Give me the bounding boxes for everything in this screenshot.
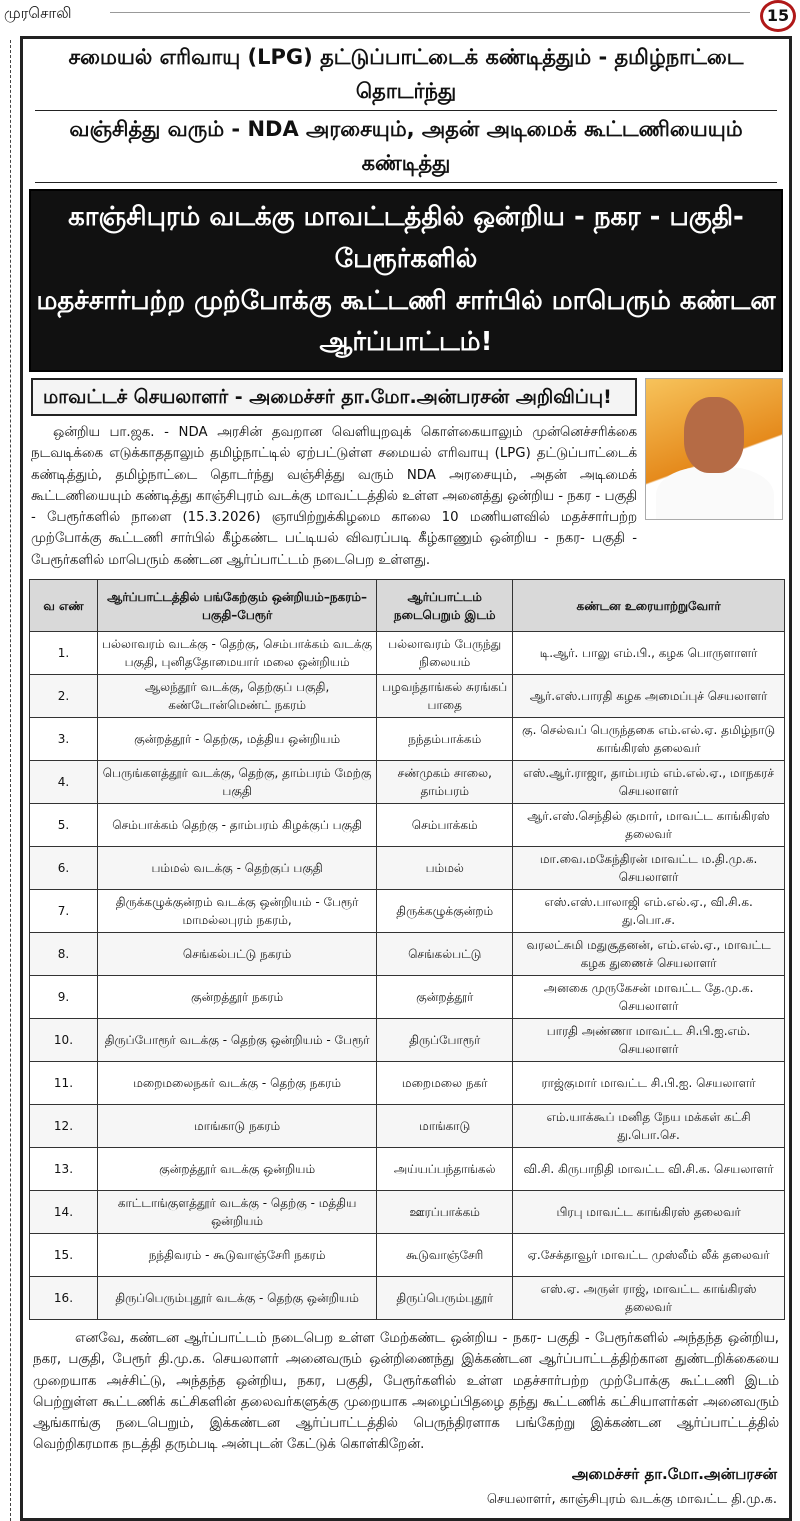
table-row <box>30 1019 785 1062</box>
participating-area: நந்திவரம் - கூடுவாஞ்சேரி நகரம் <box>97 1234 376 1277</box>
banner-line-1: காஞ்சிபுரம் வடக்கு மாவட்டத்தில் ஒன்றிய - நகர - பகுதி- பேரூர்களில் <box>68 202 744 274</box>
venue: திருக்கழுக்குன்றம் <box>377 890 513 933</box>
participating-area: திருப்பெரும்புதூர் வடக்கு - தெற்கு ஒன்றியம் <box>97 1277 376 1320</box>
venue: சண்முகம் சாலை, தாம்பரம் <box>377 761 513 804</box>
closing-paragraph: எனவே, கண்டன ஆர்ப்பாட்டம் நடைபெற உள்ள மேற்கண்ட ஒன்றிய - நகர- பகுதி - பேரூர்களில் அந்தந்த ஒன்றிய, நகர, பகுதி, பேரூர் தி.மு.க. செயலாளர் அனைவரும் ஒன்றிணைந்து இக்கண்டன ஆர்ப்பாட்டத்திற்கான துண்டறிக்கையை முறையாக அச்சிட்டு, அந்தந்த ஒன்றிய, நகர, பகுதி, பேரூர்களில் உள்ள மதச்சார்பற்ற முற்போக்கு கூட்டணி இடம் பெற்றுள்ள கூட்டணிக் கட்சிகளின் தலைவர்களுக்கு முறையாக அழைப்பிதழை தந்து கூட்டணிக் கட்சியாளர்கள் அனைவரும் ஆங்காங்கு நடைபெறும், இக்கண்டன ஆர்ப்பாட்டத்தில் பெருந்திரளாக பங்கேற்று இக்கண்டன ஆர்ப்பாட்டத்தில் வெற்றிகரமாக நடத்தி தரும்படி அன்புடன் கேட்டுக் கொள்கிறேன். <box>33 1331 779 1453</box>
speakers: ஆர்.எஸ்.பாரதி கழக அமைப்புச் செயலாளர் <box>513 675 785 718</box>
speakers: ராஜ்குமார் மாவட்ட சி.பி.ஐ. செயலாளர் <box>513 1062 785 1105</box>
cut-line <box>10 40 11 1521</box>
participating-area: திருப்போரூர் வடக்கு - தெற்கு ஒன்றியம் - பேரூர் <box>97 1019 376 1062</box>
banner-line-2: மதச்சார்பற்ற முற்போக்கு கூட்டணி சார்பில் மாபெரும் கண்டன ஆர்ப்பாட்டம்! <box>36 285 776 358</box>
row-number: 8. <box>30 933 98 976</box>
participating-area: பல்லாவரம் வடக்கு - தெற்கு, செம்பாக்கம் வடக்கு பகுதி, புனிததோமையார் மலை ஒன்றியம் <box>97 632 376 675</box>
subheading: மாவட்டச் செயலாளர் - அமைச்சர் தா.மோ.அன்பரசன் அறிவிப்பு! <box>31 378 637 416</box>
headline-line-1: சமையல் எரிவாயு (LPG) தட்டுப்பாட்டைக் கண்டித்தும் - தமிழ்நாட்டை தொடர்ந்து <box>35 39 777 111</box>
participating-area: ஆலந்தூர் வடக்கு, தெற்குப் பகுதி, கண்டோன்மெண்ட் நகரம் <box>97 675 376 718</box>
speakers: வரலட்சுமி மதுசூதனன், எம்.எல்.ஏ., மாவட்ட கழக துணைச் செயலாளர் <box>513 933 785 976</box>
table-row <box>30 1277 785 1320</box>
intro-text-column <box>31 378 637 571</box>
venue: குன்றத்தூர் <box>377 976 513 1019</box>
row-number: 16. <box>30 1277 98 1320</box>
column-header: வ எண் <box>30 580 98 632</box>
table-row <box>30 761 785 804</box>
participating-area: குன்றத்தூர் - தெற்கு, மத்திய ஒன்றியம் <box>97 718 376 761</box>
page-number: 15 <box>760 0 796 32</box>
notice-intro-section <box>31 378 783 571</box>
newspaper-name: முரசொலி <box>4 4 72 22</box>
table-row <box>30 675 785 718</box>
portrait-photo <box>645 378 783 520</box>
speakers: டி.ஆர். பாலு எம்.பி., கழக பொருளாளர் <box>513 632 785 675</box>
row-number: 15. <box>30 1234 98 1277</box>
speakers: எஸ்.ஏ. அருள் ராஜ், மாவட்ட காங்கிரஸ் தலைவர் <box>513 1277 785 1320</box>
venue: திருப்பெரும்புதூர் <box>377 1277 513 1320</box>
protest-schedule-table <box>29 579 785 1320</box>
intro-paragraph: ஒன்றிய பா.ஜக. - NDA அரசின் தவறான வெளியுறவுக் கொள்கையாலும் முன்னெச்சரிக்கை நடவடிக்கை எடுக்காததாலும் தமிழ்நாட்டில் ஏற்பட்டுள்ள சமையல் எரிவாயு (LPG) தட்டுப்பாட்டைக் கண்டித்தும், தமிழ்நாட்டை தொடர்ந்து வஞ்சித்து வரும் NDA அரசையும், அதன் அடிமைக் கூட்டணியையும் கண்டித்து காஞ்சிபுரம் வடக்கு மாவட்டத்தில் உள்ள அனைத்து ஒன்றிய - நகர - பகுதி - பேரூர்களில் நாளை (15.3.2026) ஞாயிற்றுக்கிழமை காலை 10 மணியளவில் மதச்சார்பற்ற முற்போக்கு கூட்டணி சார்பில் கீழ்கண்ட பட்டியல் விவரப்படி கீழ்காணும் ஒன்றிய - நகர- பகுதி - பேரூர்களில் மாபெரும் கண்டன ஆர்ப்பாட்டம் நடைபெற உள்ளது. <box>31 425 637 568</box>
table-row <box>30 1234 785 1277</box>
speakers: பிரபு மாவட்ட காங்கிரஸ் தலைவர் <box>513 1191 785 1234</box>
row-number: 9. <box>30 976 98 1019</box>
table-row <box>30 1148 785 1191</box>
participating-area: செங்கல்பட்டு நகரம் <box>97 933 376 976</box>
table-row <box>30 718 785 761</box>
row-number: 12. <box>30 1105 98 1148</box>
speakers: ஆர்.எஸ்.செந்தில் குமார், மாவட்ட காங்கிரஸ் தலைவர் <box>513 804 785 847</box>
speakers: எம்.யாக்கூப் மனித நேய மக்கள் கட்சி து.பொ.செ. <box>513 1105 785 1148</box>
participating-area: குன்றத்தூர் நகரம் <box>97 976 376 1019</box>
table-row <box>30 847 785 890</box>
speakers: வி.சி. கிருபாநிதி மாவட்ட வி.சி.க. செயலாளர் <box>513 1148 785 1191</box>
row-number: 2. <box>30 675 98 718</box>
venue: திருப்போரூர் <box>377 1019 513 1062</box>
table-row <box>30 933 785 976</box>
speakers: எஸ்.ஆர்.ராஜா, தாம்பரம் எம்.எல்.ஏ., மாநகரச் செயலாளர் <box>513 761 785 804</box>
row-number: 14. <box>30 1191 98 1234</box>
advertisement <box>20 36 792 1521</box>
participating-area: பெருங்களத்தூர் வடக்கு, தெற்கு, தாம்பரம் மேற்கு பகுதி <box>97 761 376 804</box>
venue: பல்லாவரம் பேருந்து நிலையம் <box>377 632 513 675</box>
venue: அய்யப்பந்தாங்கல் <box>377 1148 513 1191</box>
participating-area: குன்றத்தூர் வடக்கு ஒன்றியம் <box>97 1148 376 1191</box>
participating-area: செம்பாக்கம் தெற்கு - தாம்பரம் கிழக்குப் பகுதி <box>97 804 376 847</box>
speakers: கு. செல்வப் பெருந்தகை எம்.எல்.ஏ. தமிழ்நாடு காங்கிரஸ் தலைவர் <box>513 718 785 761</box>
venue: ஊரப்பாக்கம் <box>377 1191 513 1234</box>
speakers: பாரதி அண்ணா மாவட்ட சி.பி.ஐ.எம். செயலாளர் <box>513 1019 785 1062</box>
table-row <box>30 1062 785 1105</box>
signature-name: அமைச்சர் தா.மோ.அன்பரசன் <box>571 1464 777 1483</box>
venue: கூடுவாஞ்சேரி <box>377 1234 513 1277</box>
participating-area: மறைமலைநகர் வடக்கு - தெற்கு நகரம் <box>97 1062 376 1105</box>
column-header: ஆர்ப்பாட்டம் நடைபெறும் இடம் <box>377 580 513 632</box>
participating-area: மாங்காடு நகரம் <box>97 1105 376 1148</box>
row-number: 1. <box>30 632 98 675</box>
speakers: ஏ.சேக்தாவூர் மாவட்ட முஸ்லீம் லீக் தலைவர் <box>513 1234 785 1277</box>
banner <box>29 189 783 371</box>
row-number: 11. <box>30 1062 98 1105</box>
venue: பம்மல் <box>377 847 513 890</box>
table-row <box>30 632 785 675</box>
table-row <box>30 976 785 1019</box>
masthead <box>0 0 800 36</box>
signature-role: செயலாளர், காஞ்சிபுரம் வடக்கு மாவட்ட தி.மு.க. <box>486 1491 777 1507</box>
table-row <box>30 890 785 933</box>
participating-area: காட்டாங்குளத்தூர் வடக்கு - தெற்கு - மத்திய ஒன்றியம் <box>97 1191 376 1234</box>
venue: செம்பாக்கம் <box>377 804 513 847</box>
speakers: அனகை முருகேசன் மாவட்ட தே.மு.க. செயலாளர் <box>513 976 785 1019</box>
column-header: ஆர்ப்பாட்டத்தில் பங்கேற்கும் ஒன்றியம்–நகரம்–பகுதி–பேரூர் <box>97 580 376 632</box>
venue: மாங்காடு <box>377 1105 513 1148</box>
participating-area: திருக்கழுக்குன்றம் வடக்கு ஒன்றியம் - பேரூர் மாமல்லபுரம் நகரம், <box>97 890 376 933</box>
row-number: 6. <box>30 847 98 890</box>
row-number: 7. <box>30 890 98 933</box>
participating-area: பம்மல் வடக்கு - தெற்குப் பகுதி <box>97 847 376 890</box>
venue: பழவந்தாங்கல் சுரங்கப் பாதை <box>377 675 513 718</box>
table-row <box>30 804 785 847</box>
row-number: 4. <box>30 761 98 804</box>
venue: மறைமலை நகர் <box>377 1062 513 1105</box>
venue: செங்கல்பட்டு <box>377 933 513 976</box>
row-number: 5. <box>30 804 98 847</box>
row-number: 3. <box>30 718 98 761</box>
table-row <box>30 1191 785 1234</box>
speakers: மா.வை.மகேந்திரன் மாவட்ட ம.தி.மு.க. செயலாளர் <box>513 847 785 890</box>
headline-line-2: வஞ்சித்து வரும் - NDA அரசையும், அதன் அடிமைக் கூட்டணியையும் கண்டித்து <box>35 111 777 183</box>
column-header: கண்டன உரையாற்றுவோர் <box>513 580 785 632</box>
speakers: எஸ்.எஸ்.பாலாஜி எம்.எல்.ஏ., வி.சி.க. து.பொ.ச. <box>513 890 785 933</box>
row-number: 13. <box>30 1148 98 1191</box>
row-number: 10. <box>30 1019 98 1062</box>
divider <box>110 12 750 13</box>
table-row <box>30 1105 785 1148</box>
venue: நந்தம்பாக்கம் <box>377 718 513 761</box>
